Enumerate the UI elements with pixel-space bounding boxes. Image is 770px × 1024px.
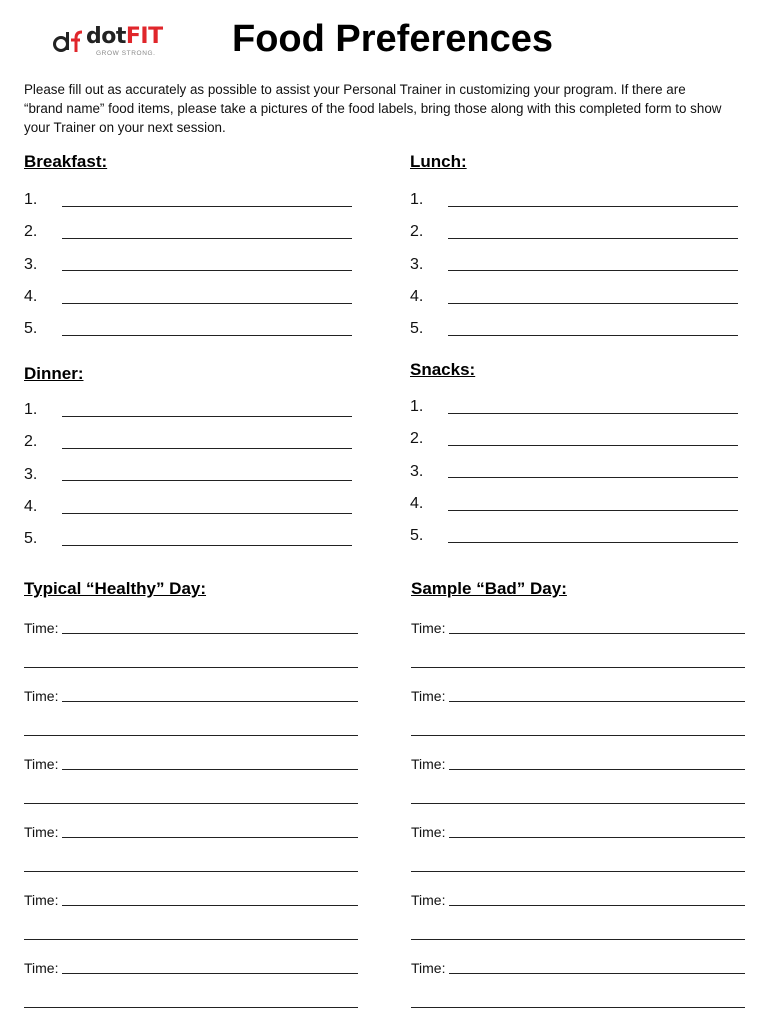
entry-row <box>411 704 745 738</box>
dinner-entry-field[interactable] <box>62 501 352 514</box>
list-item <box>410 423 738 455</box>
entry-field[interactable] <box>411 666 745 668</box>
item-number: 5. <box>410 527 424 545</box>
item-number: 1. <box>24 401 38 419</box>
entry-field[interactable] <box>411 870 745 872</box>
time-field[interactable] <box>449 700 745 702</box>
time-field[interactable] <box>62 700 358 702</box>
time-label: Time: <box>24 892 59 908</box>
item-number: 3. <box>24 465 38 483</box>
time-field[interactable] <box>62 768 358 770</box>
time-label: Time: <box>411 756 446 772</box>
item-number: 2. <box>410 430 424 448</box>
item-number: 4. <box>410 288 424 306</box>
snacks-heading: Snacks: <box>410 360 476 379</box>
time-label: Time: <box>24 756 59 772</box>
time-field[interactable] <box>62 904 358 906</box>
lunch-entry-field[interactable] <box>448 194 738 207</box>
brand-name <box>86 24 163 49</box>
breakfast-entry-field[interactable] <box>62 258 352 271</box>
time-label: Time: <box>24 688 59 704</box>
list-item <box>24 523 352 555</box>
entry-row <box>24 840 358 874</box>
entry-field[interactable] <box>24 938 358 940</box>
entry-field[interactable] <box>24 870 358 872</box>
time-label: Time: <box>24 620 59 636</box>
time-row <box>24 942 358 976</box>
entry-row <box>411 636 745 670</box>
list-item <box>24 281 352 313</box>
list-item <box>24 216 352 248</box>
entry-row <box>24 636 358 670</box>
time-label: Time: <box>411 688 446 704</box>
dotfit-logo <box>52 22 172 62</box>
time-row <box>24 738 358 772</box>
time-row <box>24 670 358 704</box>
dinner-entry-field[interactable] <box>62 436 352 449</box>
snacks-entry-field[interactable] <box>448 530 738 543</box>
time-field[interactable] <box>449 632 745 634</box>
time-row <box>411 602 745 636</box>
brand-dot: dot <box>86 24 126 49</box>
brand-tagline: GROW STRONG. <box>96 50 156 57</box>
healthy-day-heading: Typical “Healthy” Day: <box>24 579 207 598</box>
time-field[interactable] <box>449 836 745 838</box>
page-title: Food Preferences <box>232 18 553 60</box>
lunch-entry-field[interactable] <box>448 258 738 271</box>
time-label: Time: <box>411 824 446 840</box>
snacks-entry-field[interactable] <box>448 465 738 478</box>
breakfast-entry-field[interactable] <box>62 194 352 207</box>
instructions-text: Please fill out as accurately as possible to assist your Personal Trainer in customizing your program. If there are “brand name” food items, please take a pictures of the food labels, bring those along with this completed form to show your Trainer on your next session. <box>24 82 722 135</box>
breakfast-entry-field[interactable] <box>62 291 352 304</box>
list-item <box>24 249 352 281</box>
dinner-entry-field[interactable] <box>62 533 352 546</box>
entry-field[interactable] <box>411 802 745 804</box>
entry-row <box>24 772 358 806</box>
lunch-entry-field[interactable] <box>448 323 738 336</box>
lunch-list <box>410 184 738 345</box>
item-number: 5. <box>24 320 38 338</box>
entry-row <box>411 976 745 1010</box>
list-item <box>24 491 352 523</box>
time-field[interactable] <box>62 632 358 634</box>
entry-field[interactable] <box>24 666 358 668</box>
lunch-entry-field[interactable] <box>448 291 738 304</box>
snacks-entry-field[interactable] <box>448 498 738 511</box>
entry-field[interactable] <box>411 1006 745 1008</box>
breakfast-entry-field[interactable] <box>62 226 352 239</box>
time-field[interactable] <box>449 904 745 906</box>
entry-field[interactable] <box>411 734 745 736</box>
list-item <box>24 459 352 491</box>
list-item <box>24 394 352 426</box>
dinner-list <box>24 394 352 555</box>
bad-day-entries <box>411 602 745 1010</box>
entry-row <box>24 704 358 738</box>
lunch-entry-field[interactable] <box>448 226 738 239</box>
entry-row <box>411 840 745 874</box>
item-number: 4. <box>410 495 424 513</box>
snacks-entry-field[interactable] <box>448 401 738 414</box>
snacks-entry-field[interactable] <box>448 433 738 446</box>
dinner-heading: Dinner: <box>24 364 84 383</box>
breakfast-list <box>24 184 352 345</box>
dinner-entry-field[interactable] <box>62 404 352 417</box>
time-field[interactable] <box>449 972 745 974</box>
item-number: 1. <box>410 398 424 416</box>
entry-row <box>24 976 358 1010</box>
time-field[interactable] <box>62 972 358 974</box>
list-item <box>410 456 738 488</box>
item-number: 4. <box>24 498 38 516</box>
bad-day-heading: Sample “Bad” Day: <box>411 579 567 598</box>
time-label: Time: <box>411 892 446 908</box>
entry-field[interactable] <box>24 734 358 736</box>
time-row <box>411 738 745 772</box>
list-item <box>24 313 352 345</box>
time-row <box>24 874 358 908</box>
time-label: Time: <box>411 620 446 636</box>
healthy-day-entries <box>24 602 358 1010</box>
item-number: 1. <box>24 191 38 209</box>
entry-row <box>411 772 745 806</box>
breakfast-entry-field[interactable] <box>62 323 352 336</box>
time-row <box>24 806 358 840</box>
entry-field[interactable] <box>411 938 745 940</box>
time-row <box>411 874 745 908</box>
brand-fit: FIT <box>125 24 163 49</box>
time-row <box>24 602 358 636</box>
entry-field[interactable] <box>24 1006 358 1008</box>
list-item <box>410 249 738 281</box>
list-item <box>410 488 738 520</box>
list-item <box>410 184 738 216</box>
time-label: Time: <box>24 960 59 976</box>
item-number: 5. <box>24 530 38 548</box>
list-item <box>410 216 738 248</box>
entry-row <box>24 908 358 942</box>
time-row <box>411 942 745 976</box>
item-number: 3. <box>410 255 424 273</box>
list-item <box>410 520 738 552</box>
time-row <box>411 806 745 840</box>
list-item <box>410 313 738 345</box>
item-number: 2. <box>410 223 424 241</box>
time-row <box>411 670 745 704</box>
entry-field[interactable] <box>24 802 358 804</box>
list-item <box>410 391 738 423</box>
time-field[interactable] <box>62 836 358 838</box>
item-number: 1. <box>410 191 424 209</box>
item-number: 2. <box>24 223 38 241</box>
list-item <box>24 426 352 458</box>
lunch-heading: Lunch: <box>410 152 467 171</box>
item-number: 4. <box>24 288 38 306</box>
time-field[interactable] <box>449 768 745 770</box>
time-label: Time: <box>411 960 446 976</box>
item-number: 3. <box>410 462 424 480</box>
time-label: Time: <box>24 824 59 840</box>
dinner-entry-field[interactable] <box>62 468 352 481</box>
list-item <box>410 281 738 313</box>
snacks-list <box>410 391 738 552</box>
list-item <box>24 184 352 216</box>
item-number: 2. <box>24 433 38 451</box>
breakfast-heading: Breakfast: <box>24 152 108 171</box>
entry-row <box>411 908 745 942</box>
item-number: 3. <box>24 255 38 273</box>
item-number: 5. <box>410 320 424 338</box>
